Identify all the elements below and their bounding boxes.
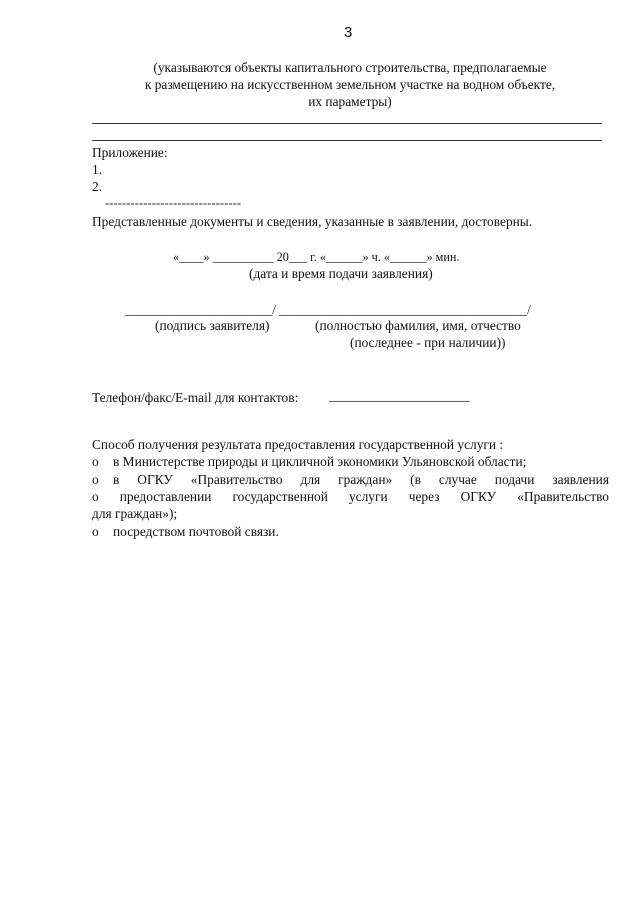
attachment-item-1: 1. [92,162,103,177]
attachments-separator: -------------------------------- [105,196,242,210]
authenticity-statement: Представленные документы и сведения, указанные в заявлении, достоверны. [92,214,533,229]
date-time-field: «____» __________ 20___ г. «______» ч. «______» мин. [173,250,460,264]
signature-label: (подпись заявителя) [155,318,270,333]
delivery-heading: Способ получения результата предоставления государственной услуги : [92,437,504,452]
caption-line-3: их параметры) [308,94,392,109]
option-2-line-2: о предоставлении государственной услуги через ОГКУ «Правительство [92,489,609,504]
blank-line-2 [92,140,602,141]
full-name-label-2: (последнее - при наличии)) [350,335,506,350]
page-number: 3 [344,24,353,41]
contacts-field: _____________________ [329,388,470,403]
signature-field: ______________________/ _____________________________________/ [125,302,531,317]
option-2-line-1: в ОГКУ «Правительство для граждан» (в случае подачи заявления [113,472,609,487]
caption-line-1: (указываются объекты капитального строительства, предполагаемые [153,60,547,75]
option-3-bullet: o [92,524,99,539]
attachments-label: Приложение: [92,145,168,160]
option-3-text: посредством почтовой связи. [113,524,279,539]
option-2-line-3: для граждан»); [92,506,178,521]
full-name-label-1: (полностью фамилия, имя, отчество [315,318,521,333]
blank-line-1 [92,123,602,124]
option-2-bullet: o [92,472,99,487]
option-1-bullet: o [92,454,99,469]
caption-line-2: к размещению на искусственном земельном участке на водном объекте, [144,77,556,92]
date-time-caption: (дата и время подачи заявления) [249,266,433,281]
attachment-item-2: 2. [92,179,103,194]
option-1-text: в Министерстве природы и цикличной экономики Ульяновской области; [113,454,527,469]
contacts-label: Телефон/факс/E-mail для контактов: [92,390,299,405]
